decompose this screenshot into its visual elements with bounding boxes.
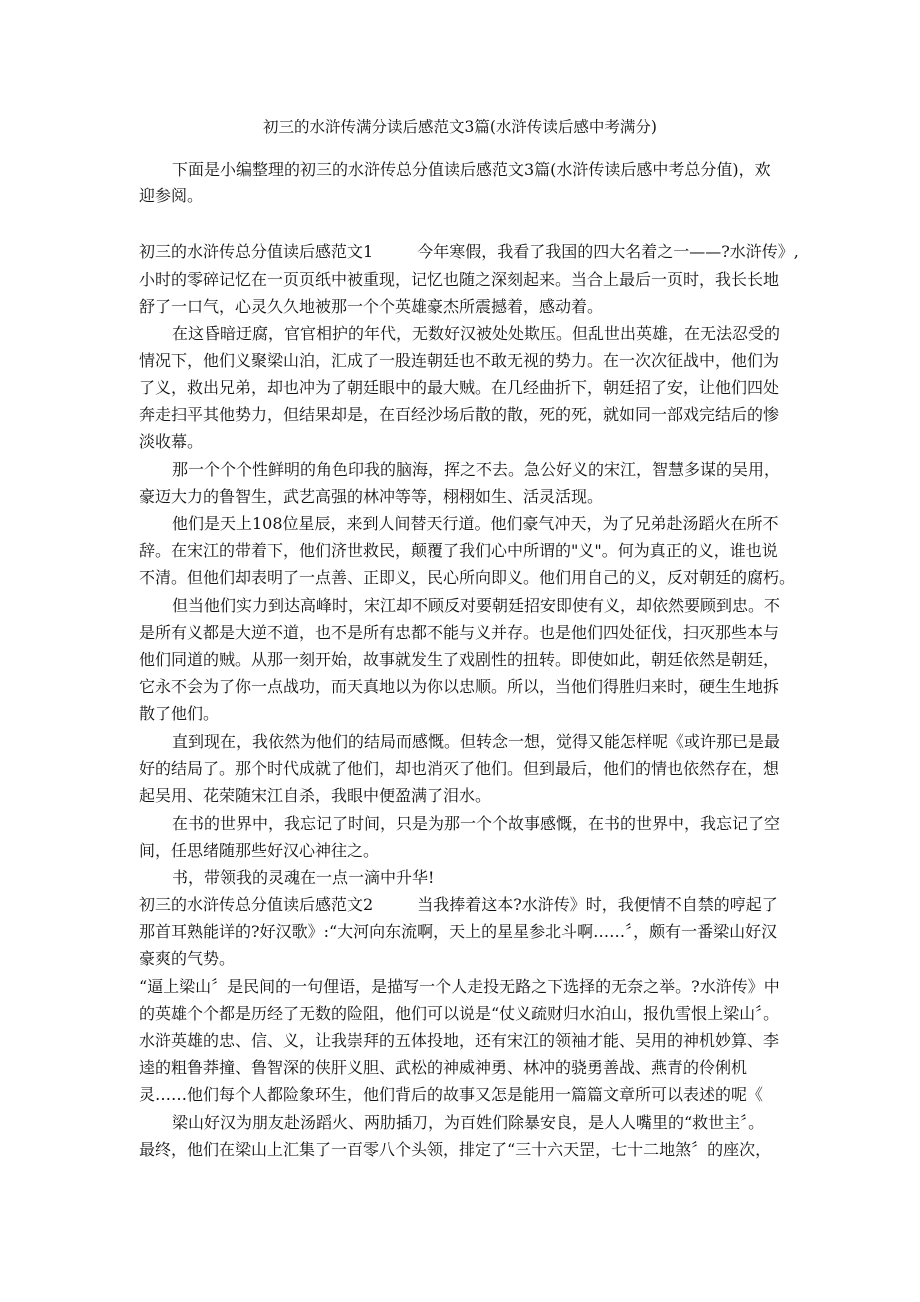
- essay1-heading: 初三的水浒传总分值读后感范文1: [139, 242, 374, 261]
- paragraph-line: 好的结局了。那个时代成就了他们，却也消灭了他们。但到最后，他们的情也依然存在，想: [139, 759, 780, 778]
- paragraph-line: 情况下，他们义聚梁山泊，汇成了一股连朝廷也不敢无视的势力。在一次次征战中，他们为: [139, 351, 780, 370]
- paragraph-line: 淡收幕。: [139, 432, 204, 451]
- essay2-heading: 初三的水浒传总分值读后感范文2: [139, 895, 374, 914]
- paragraph-line: 的英雄个个都是历经了无数的险阻，他们可以说是“仗义疏财归水泊山，报仇雪恨上梁山〞。: [139, 1004, 780, 1023]
- paragraph-line: 了义，救出兄弟，却也冲为了朝廷眼中的最大贼。在几经曲折下，朝廷招了安，让他们四处: [139, 378, 780, 397]
- paragraph-line: 灵……他们每个人都险象环生，他们背后的故事又怎是能用一篇篇文章所可以表述的呢《: [139, 1085, 764, 1104]
- essay1-first-line: [139, 240, 799, 264]
- paragraph-line: 奔走扫平其他势力，但结果却是，在百经沙场后散的散，死的死，就如同一部戏完结后的惨: [139, 405, 780, 424]
- paragraph-line: 间，任思绪随那些好汉心神往之。: [139, 841, 380, 860]
- document-title: 初三的水浒传满分读后感范文3篇(水浒传读后感中考满分): [263, 118, 657, 136]
- paragraph-line: 在这昏暗迂腐，官官相护的年代，无数好汉被处处欺压。但乱世出英雄，在无法忍受的: [172, 324, 781, 343]
- intro-line: 迎参阅。: [139, 186, 204, 205]
- paragraph-line: 逵的粗鲁莽撞、鲁智深的侠肝义胆、武松的神威神勇、林冲的骁勇善战、燕青的伶俐机: [139, 1058, 748, 1077]
- paragraph-line: 水浒英雄的忠、信、义，让我崇拜的五体投地，还有宋江的领袖才能、吴用的神机妙算、李: [139, 1031, 780, 1050]
- paragraph-line: 那首耳熟能详的?好汉歌》:“大河向东流啊，天上的星星参北斗啊……〞，颇有一番梁山好汉: [139, 922, 778, 941]
- paragraph-line: 散了他们。: [139, 704, 220, 723]
- paragraph-line: 直到现在，我依然为他们的结局而感慨。但转念一想，觉得又能怎样呢《或许那已是最: [172, 732, 781, 751]
- essay1-first-line-text: 今年寒假，我看了我国的四大名着之一——?水浒传》,: [417, 242, 799, 261]
- paragraph-line: 不清。但他们却表明了一点善、正即义，民心所向即义。他们用自己的义，反对朝廷的腐朽。: [139, 568, 796, 587]
- paragraph-line: 书，带领我的灵魂在一点一滴中升华!: [172, 868, 435, 887]
- paragraph-line: 豪迈大力的鲁智生，武艺高强的林冲等等，栩栩如生、活灵活现。: [139, 487, 604, 506]
- paragraph-line: 辞。在宋江的带着下，他们济世救民，颠覆了我们心中所谓的"义"。何为真正的义，谁也说: [139, 541, 778, 560]
- paragraph-line: 舒了一口气，心灵久久地被那一个个英雄豪杰所震撼着，感动着。: [139, 297, 604, 316]
- paragraph-line: “逼上梁山〞是民间的一句俚语，是描写一个人走投无路之下选择的无奈之举。?水浒传》中: [139, 977, 780, 996]
- paragraph-line: 是所有义都是大逆不道，也不是所有忠都不能与义并存。也是他们四处征伐，扫灭那些本与: [139, 623, 780, 642]
- paragraph-line: 最终，他们在梁山上汇集了一百零八个头领，排定了“三十六天罡，七十二地煞〞的座次，: [139, 1140, 772, 1159]
- essay2-first-line-text: 当我捧着这本?水浒传》时，我便情不自禁的哼起了: [417, 895, 778, 914]
- essay2-first-line: [139, 893, 778, 917]
- paragraph-line: 他们是天上108位星辰，来到人间替天行道。他们豪气冲天，为了兄弟赴汤蹈火在所不: [172, 514, 779, 533]
- paragraph-line: 梁山好汉为朋友赴汤蹈火、两肋插刀，为百姓们除暴安良，是人人嘴里的“救世主〞。: [172, 1113, 765, 1132]
- intro-line: 下面是小编整理的初三的水浒传总分值读后感范文3篇(水浒传读后感中考总分值)，欢: [172, 160, 771, 179]
- paragraph-line: 他们同道的贼。从那一刻开始，故事就发生了戏剧性的扭转。即使如此，朝廷依然是朝廷，: [139, 650, 780, 669]
- paragraph-line: 小时的零碎记忆在一页页纸中被重现，记忆也随之深刻起来。当合上最后一页时，我长长地: [139, 270, 780, 289]
- paragraph-line: 它永不会为了你一点战功，而天真地以为你以忠顺。所以，当他们得胜归来时，硬生生地拆: [139, 677, 780, 696]
- paragraph-line: 起吴用、花荣随宋江自杀，我眼中便盈满了泪水。: [139, 786, 492, 805]
- paragraph-line: 豪爽的气势。: [139, 949, 236, 968]
- paragraph-line: 在书的世界中，我忘记了时间，只是为那一个个故事感慨，在书的世界中，我忘记了空: [172, 814, 781, 833]
- paragraph-line: 那一个个个性鲜明的角色印我的脑海，挥之不去。急公好义的宋江，智慧多谋的吴用，: [172, 460, 781, 479]
- paragraph-line: 但当他们实力到达高峰时，宋江却不顾反对要朝廷招安即使有义，却依然要顾到忠。不: [172, 596, 781, 615]
